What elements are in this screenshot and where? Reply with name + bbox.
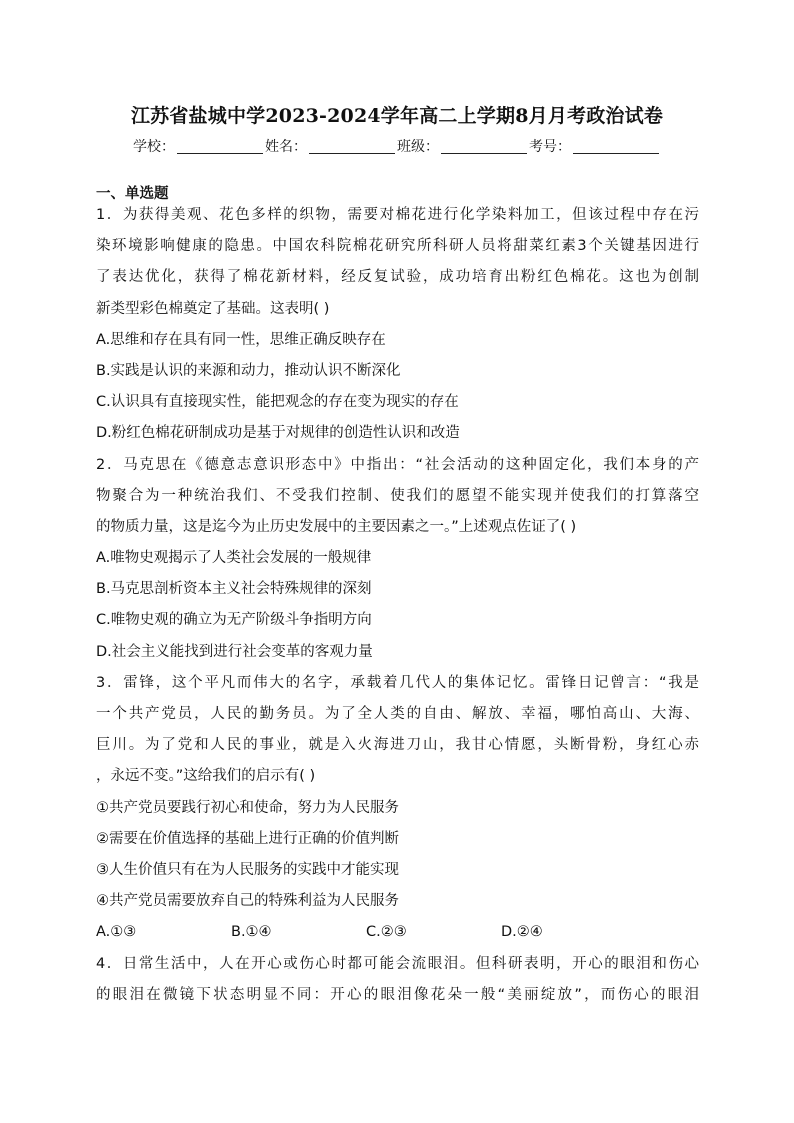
question-3-option-d: D.②④ xyxy=(501,924,543,941)
question-1-option-a: A.思维和存在具有同一性，思维正确反映存在 xyxy=(96,331,386,348)
question-3-line: 一个共产党员，人民的勤务员。为了全人类的自由、解放、幸福，哪怕高山、大海、 xyxy=(96,706,699,722)
question-4-line: 的眼泪在微镜下状态明显不同：开心的眼泪像花朵一般“美丽绽放”，而伤心的眼泪 xyxy=(96,986,699,1003)
question-1-line: 1．为获得美观、花色多样的织物，需要对棉花进行化学染料加工，但该过程中存在污 xyxy=(96,207,699,223)
question-1-line: 染环境影响健康的隐患。中国农科院棉花研究所科研人员将甜菜红素3个关键基因进行 xyxy=(96,238,699,255)
name-label: 姓名： xyxy=(265,139,307,155)
question-1-line: 新类型彩色棉奠定了基础。这表明( ) xyxy=(96,300,330,317)
section-heading: 一、单选题 xyxy=(96,186,169,202)
class-label: 班级： xyxy=(397,139,439,155)
question-3-line: 3．雷锋，这个平凡而伟大的名字，承载着几代人的集体记忆。雷锋日记曾言：“我是 xyxy=(96,674,699,691)
question-3-option-b: B.①④ xyxy=(231,924,272,941)
question-1-line: 了表达优化，获得了棉花新材料，经反复试验，成功培育出粉红色棉花。这也为创制 xyxy=(96,269,699,286)
question-3-statement: ①共产党员要践行初心和使命，努力为人民服务 xyxy=(96,799,399,816)
question-2-line: 2．马克思在《德意志意识形态中》中指出：“社会活动的这种固定化，我们本身的产 xyxy=(96,456,699,473)
question-3-option-a: A.①③ xyxy=(96,924,137,941)
question-2-line: 物聚合为一种统治我们、不受我们控制、使我们的愿望不能实现并使我们的打算落空 xyxy=(96,487,699,504)
question-3-statement: ④共产党员需要放弃自己的特殊利益为人民服务 xyxy=(96,893,399,910)
question-3-options xyxy=(96,917,699,948)
question-1-option-c: C.认识具有直接现实性，能把观念的存在变为现实的存在 xyxy=(96,394,459,411)
student-info-row xyxy=(0,136,794,156)
question-2-option-b: B.马克思剖析资本主义社会特殊规律的深刻 xyxy=(96,581,372,598)
question-3-line: 巨川。为了党和人民的事业，就是入火海进刀山，我甘心情愿，头断骨粉，身红心赤 xyxy=(96,737,699,754)
exam-number-label: 考号： xyxy=(529,139,571,155)
class-blank[interactable] xyxy=(441,137,527,154)
question-3-line: ，永远不变。”这给我们的启示有( ) xyxy=(96,768,316,785)
school-label: 学校： xyxy=(133,139,175,155)
question-2-option-a: A.唯物史观揭示了人类社会发展的一般规律 xyxy=(96,550,372,567)
exam-title: 江苏省盐城中学2023-2024学年高二上学期8月月考政治试卷 xyxy=(130,105,664,127)
name-blank[interactable] xyxy=(309,137,395,154)
question-3-option-c: C.②③ xyxy=(366,924,407,941)
school-blank[interactable] xyxy=(177,137,263,154)
question-4-line: 4．日常生活中，人在开心或伤心时都可能会流眼泪。但科研表明，开心的眼泪和伤心 xyxy=(96,955,699,972)
exam-number-blank[interactable] xyxy=(573,137,659,154)
question-1-option-b: B.实践是认识的来源和动力，推动认识不断深化 xyxy=(96,362,401,379)
question-3-statement: ③人生价值只有在为人民服务的实践中才能实现 xyxy=(96,861,399,878)
question-1-option-d: D.粉红色棉花研制成功是基于对规律的创造性认识和改造 xyxy=(96,425,460,442)
question-3-statement: ②需要在价值选择的基础上进行正确的价值判断 xyxy=(96,830,399,847)
question-2-option-c: C.唯物史观的确立为无产阶级斗争指明方向 xyxy=(96,612,372,629)
question-2-line: 的物质力量，这是迄今为止历史发展中的主要因素之一。”上述观点佐证了( ) xyxy=(96,518,577,535)
question-2-option-d: D.社会主义能找到进行社会变革的客观力量 xyxy=(96,643,373,660)
question-list xyxy=(96,200,699,1011)
